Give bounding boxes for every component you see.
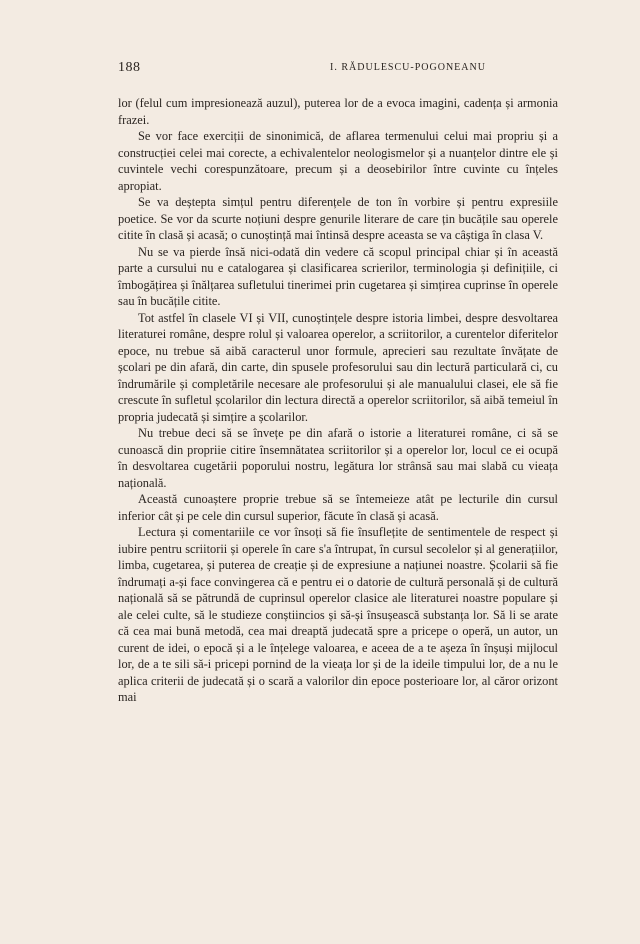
page-number: 188 <box>118 60 141 75</box>
page-body <box>118 95 558 706</box>
paragraph: Lectura și comentariile ce vor însoți să fie însuflețite de sentimentele de respect și iubire pentru scriitorii și operele în care s'a întrupat, în cursul secolelor și al generațiilor, limba, cugetarea, și puterea de creație și de expresiune a națiunei noastre. Școlarii să fie îndrumați a-și face convingerea că e pentru ei o datorie de cultură personală și de cultură națională să se pătrundă de cuprinsul operelor clasice ale literaturei noastre populare și ale celei culte, să le studieze conștiincios și să-și însușească substanța lor. Să li se arate că cea mai bună metodă, cea mai dreaptă judecată spre a pricepe o operă, un autor, un curent de idei, o epocă și a le înțelege valoarea, e aceea de a te așeza în înșuși mijlocul lor, de a te sili să-i pricepi pornind de la vieața lor și de la ideile timpului lor, de a nu le aplica criterii de judecată și o scară a valorilor din epoce posterioare lor, al căror orizont mai <box>118 525 558 704</box>
paragraph: Nu trebue deci să se învețe pe din afară o istorie a literaturei române, ci să se cunoască din propriie citire însemnătatea scriitorilor și a operelor lor, locul ce ei ocupă în desvoltarea cugetării poporului nostru, legătura lor strânsă sau mai slabă cu vieața națională. <box>118 426 558 490</box>
paragraph: Se va deștepta simțul pentru diferențele de ton în vorbire și pentru expresiile poetice. Se vor da scurte noțiuni despre genurile literare de care țin bucățile sau operele citite în clasă și acasă; o cunoștință mai întinsă despre aceasta se va câștiga în clasa V. <box>118 195 558 242</box>
paragraph: Tot astfel în clasele VI și VII, cunoștințele despre istoria limbei, despre desvoltarea literaturei române, despre rolul și valoarea operelor, a scriitorilor, a curentelor diferitelor epoce, nu trebue să aibă caracterul unor formule, aprecieri sau rezultate învățate de școlari pe din afară, din carte, din spusele profesorului sau din lectură particulară ci, cu îndrumările și completările necesare ale profesorului și ale manualului clasei, ele să fie crescute în sufletul școlarilor din lectura directă a operelor scriitorilor, să aibă temeiul în propria judecată și simțire a școlarilor. <box>118 310 558 424</box>
paragraph: lor (felul cum impresionează auzul), puterea lor de a evoca imagini, cadența și armonia frazei. <box>118 96 558 127</box>
running-head: I. RĂDULESCU-POGONEANU <box>330 62 486 73</box>
paragraph: Se vor face exerciții de sinonimică, de aflarea termenului celui mai propriu și a construcției celei mai corecte, a echivalentelor neologismelor și a nuanțelor dintre ele și cuvintele vechi corespunzătoare, precum și a deosebirilor între cuvinte cu înțeles apropiat. <box>118 129 558 193</box>
paragraph: Nu se va pierde însă nici-odată din vedere că scopul principal chiar și în această parte a cursului nu e catalogarea și clasificarea scrierilor, terminologia și definițiile, ci îmbogățirea și înălțarea sufletului tinerimei prin cugetarea și simțirea cuprinse în operele sau în bucățile citite. <box>118 244 558 308</box>
page-header <box>118 60 558 78</box>
paragraph: Această cunoaștere proprie trebue să se întemeieze atât pe lecturile din cursul inferior cât și pe cele din cursul superior, făcute în clasă și acasă. <box>118 492 558 523</box>
